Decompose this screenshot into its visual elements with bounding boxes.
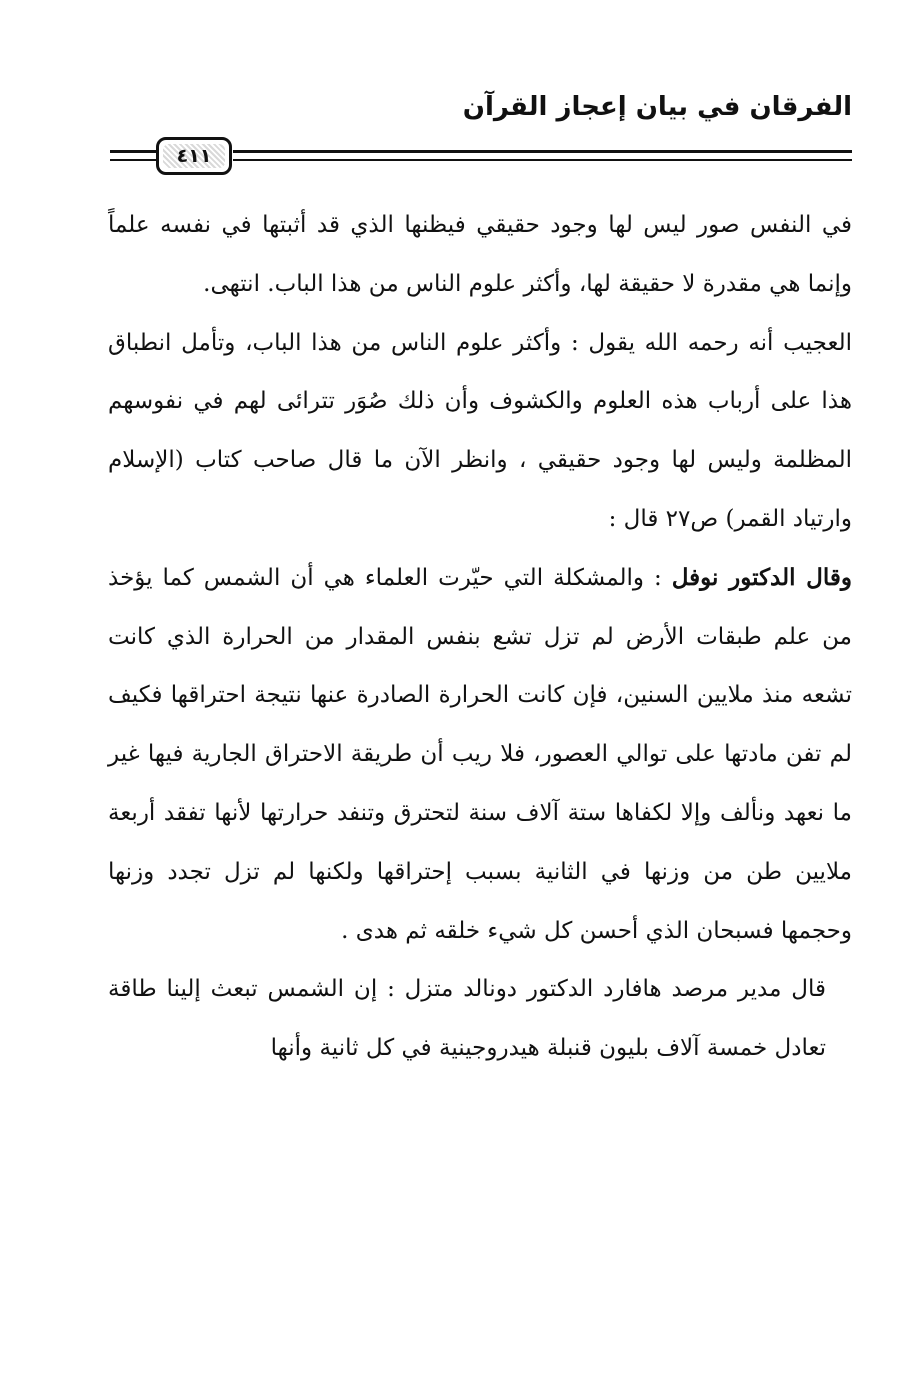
paragraph-3-lead: وقال الدكتور نوفل	[671, 563, 852, 591]
body-text	[108, 196, 852, 1078]
running-header-title: الفرقان في بيان إعجاز القرآن	[462, 92, 852, 122]
header-rule-bottom	[233, 159, 852, 161]
page-number-frame	[163, 144, 225, 168]
paragraph-1: في النفس صور ليس لها وجود حقيقي فيظنها الذي قد أثبتها في نفسه علماً وإنما هي مقدرة لا حقيقة لها، وأكثر علوم الناس من هذا الباب. انتهى.	[108, 212, 852, 297]
header-rule-left-bottom	[110, 159, 160, 161]
page-number: ٤١١	[176, 145, 212, 167]
header-rule-left-top	[110, 150, 160, 153]
paragraph-3	[108, 549, 852, 961]
header-rule-top	[233, 150, 852, 153]
paragraph-4: قال مدير مرصد هافارد الدكتور دونالد متزل : إن الشمس تبعث إلينا طاقة تعادل خمسة آلاف بليون قنبلة هيدروجينية في كل ثانية وأنها	[108, 976, 826, 1062]
paragraph-2: العجيب أنه رحمه الله يقول : وأكثر علوم الناس من هذا الباب، وتأمل انطباق هذا على أرباب هذه العلوم والكشوف وأن ذلك صُوَر تترائى لهم في نفوسهم المظلمة وليس لها وجود حقيقي ، وانظر الآن ما قال صاحب كتاب (الإسلام وارتياد القمر) ص٢٧ قال :	[108, 329, 852, 532]
paragraph-3-text: : والمشكلة التي حيّرت العلماء هي أن الشمس كما يؤخذ من علم طبقات الأرض لم تزل تشع بنفس المقدار من الحرارة الذي كانت تشعه منذ ملايين السنين، فإن كانت الحرارة الصادرة عنها نتيجة احتراقها فكيف لم تفن مادتها على توالي العصور، فلا ريب أن طريقة الاحتراق الجارية فيها غير ما نعهد ونألف وإلا لكفاها ستة آلاف سنة لتحترق وتنفد حرارتها لأنها تفقد أربعة ملايين طن من وزنها في الثانية بسبب إحتراقها ولكنها لم تزل تجدد وزنها وحجمها فسبحان الذي أحسن كل شيء خلقه ثم هدى .	[108, 564, 852, 944]
page-number-badge	[156, 137, 232, 175]
